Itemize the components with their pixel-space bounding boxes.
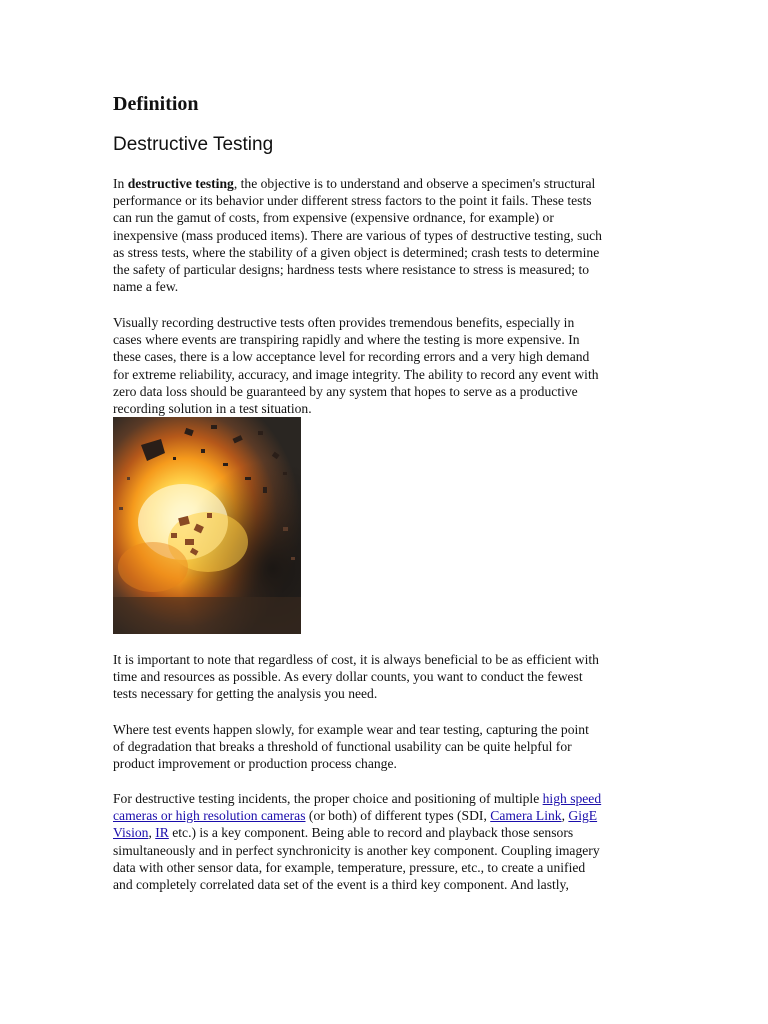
text-fragment: For destructive testing incidents, the proper choice and positioning of multiple xyxy=(113,791,543,806)
paragraph-camera-choice xyxy=(113,790,661,893)
paragraph-line: Visually recording destructive tests often provides tremendous benefits, especially in xyxy=(113,315,575,330)
paragraph-line: data with other sensor data, for example, temperature, pressure, etc., to create a unified xyxy=(113,859,586,875)
text-fragment: In xyxy=(113,176,128,191)
paragraph-line xyxy=(113,175,661,192)
text-fragment: , the objective is to understand and observe a specimen's structural xyxy=(233,176,596,191)
paragraph-line: of degradation that breaks a threshold of functional usability can be quite helpful for xyxy=(113,739,572,755)
paragraph-line: recording solution in a test situation. xyxy=(113,401,312,417)
paragraph-line: zero data loss should be guaranteed by any system that hopes to serve as a productive xyxy=(113,383,578,399)
paragraph-line: for extreme reliability, accuracy, and image integrity. The ability to record any event with xyxy=(113,366,599,382)
paragraph-efficiency xyxy=(113,651,661,703)
paragraph-line: It is important to note that regardless of cost, it is always beneficial to be as efficient with xyxy=(113,652,599,667)
link-camera-link[interactable]: Camera Link xyxy=(490,808,562,824)
paragraph-line: simultaneously and in perfect synchronicity is another key component. Coupling imagery xyxy=(113,842,600,858)
paragraph-line: the safety of particular designs; hardness tests where resistance to stress is measured; to xyxy=(113,262,590,278)
paragraph-line: can run the gamut of costs, from expensive (expensive ordnance, for example) or xyxy=(113,210,554,226)
explosion-image xyxy=(113,417,301,634)
text-fragment: , xyxy=(561,808,569,824)
explosion-photo xyxy=(113,417,301,634)
paragraph-line xyxy=(113,824,661,841)
link-high-resolution-cameras[interactable]: cameras or high resolution cameras xyxy=(113,808,306,824)
section-heading: Destructive Testing xyxy=(113,134,274,155)
paragraph-line xyxy=(113,790,661,807)
paragraph-line: time and resources as possible. As every dollar counts, you want to conduct the fewest xyxy=(113,669,583,685)
paragraph-line: performance or its behavior under different stress factors to the point it fails. These tests xyxy=(113,193,592,209)
paragraph-recording-benefits xyxy=(113,314,661,417)
paragraph-line: tests necessary for getting the analysis you need. xyxy=(113,686,378,702)
text-fragment: (or both) of different types (SDI, xyxy=(305,808,491,824)
paragraph-line: these cases, there is a low acceptance level for recording errors and a very high demand xyxy=(113,349,590,365)
link-ir[interactable]: IR xyxy=(155,825,169,841)
paragraph-line: and completely correlated data set of the event is a third key component. And lastly, xyxy=(113,877,569,893)
paragraph-line: cases where events are transpiring rapidly and where the testing is more expensive. In xyxy=(113,332,580,348)
text-fragment: , xyxy=(148,825,156,841)
page-title: Definition xyxy=(113,93,199,115)
paragraph-slow-events xyxy=(113,721,661,773)
paragraph-line: inexpensive (mass produced items). There are various of types of destructive testing, such xyxy=(113,227,602,243)
paragraph-line xyxy=(113,807,661,824)
link-high-speed-cameras[interactable]: high speed xyxy=(542,791,602,806)
bold-term: destructive testing xyxy=(127,176,234,191)
link-gige-vision[interactable]: GigE xyxy=(568,808,598,824)
paragraph-line: Where test events happen slowly, for example wear and tear testing, capturing the point xyxy=(113,722,589,737)
paragraph-line: name a few. xyxy=(113,279,179,295)
paragraph-line: as stress tests, where the stability of a given object is determined; crash tests to determine xyxy=(113,244,600,260)
paragraph-line: product improvement or production process change. xyxy=(113,756,397,772)
link-gige-vision-cont[interactable]: Vision xyxy=(113,825,149,841)
text-fragment: etc.) is a key component. Being able to record and playback those sensors xyxy=(168,825,574,841)
paragraph-intro xyxy=(113,175,661,295)
